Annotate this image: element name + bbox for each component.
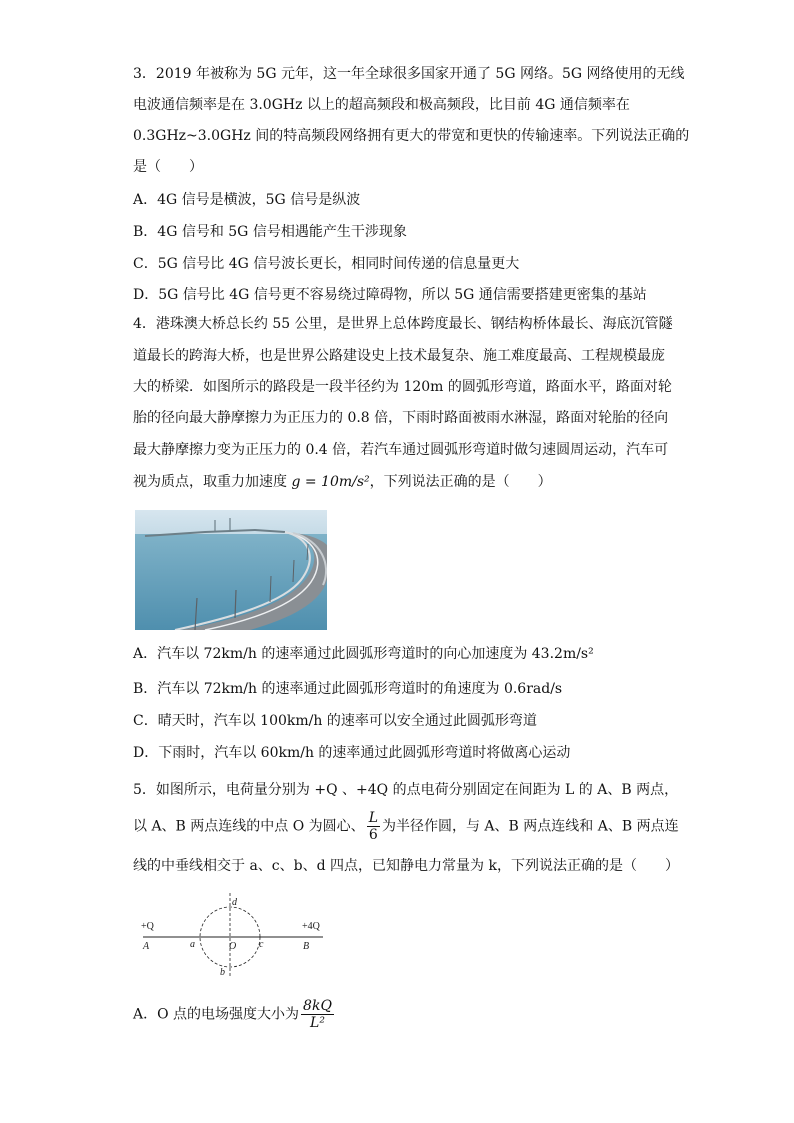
label-small-b: b	[220, 967, 225, 978]
q3-line-4: 是（ ）	[133, 159, 203, 175]
q4-option-a: A．汽车以 72km/h 的速率通过此圆弧形弯道时的向心加速度为 43.2m/s²	[133, 646, 594, 662]
radius-numerator: L	[368, 810, 378, 826]
q4-option-b: B．汽车以 72km/h 的速率通过此圆弧形弯道时的角速度为 0.6rad/s	[133, 681, 563, 697]
label-plus-q: +Q	[141, 921, 154, 932]
q3-line-1: 3．2019 年被称为 5G 元年，这一年全球很多国家开通了 5G 网络。5G 网络使用的无线	[133, 66, 685, 82]
q5-line-3: 线的中垂线相交于 a、c、b、d 四点，已知静电力常量为 k，下列说法正确的是（ ）	[133, 858, 679, 874]
q5-line-1: 5．如图所示，电荷量分别为 +Q 、+4Q 的点电荷分别固定在间距为 L 的 A、B 两点，	[133, 782, 679, 798]
bridge-photo	[135, 510, 327, 630]
q3-option-c: C．5G 信号比 4G 信号波长更长，相同时间传递的信息量更大	[133, 256, 520, 272]
q4-line-3: 大的桥梁．如图所示的路段是一段半径约为 120m 的圆弧形弯道，路面水平，路面对轮	[133, 379, 672, 395]
label-plus-4q: +4Q	[302, 921, 320, 932]
label-a-point: A	[143, 941, 150, 952]
label-small-a: a	[190, 939, 195, 950]
q4-line-6-tail: ，下列说法正确的是（ ）	[369, 474, 552, 490]
radius-denominator: 6	[368, 827, 378, 843]
label-o: O	[229, 941, 237, 952]
q3-option-d: D．5G 信号比 4G 信号更不容易绕过障碍物，所以 5G 通信需要搭建更密集的基站	[133, 287, 647, 303]
q4-line-2: 道最长的跨海大桥，也是世界公路建设史上技术最复杂、施工难度最高、工程规模最庞	[133, 348, 665, 364]
q5-option-a-text: A．O 点的电场强度大小为	[133, 1006, 300, 1023]
q4-option-c: C．晴天时，汽车以 100km/h 的速率可以安全通过此圆弧形弯道	[133, 713, 537, 729]
q5-line-2-tail: 为半径作圆，与 A、B 两点连线和 A、B 两点连	[381, 818, 679, 835]
q4-line-1: 4．港珠澳大桥总长约 55 公里，是世界上总体跨度最长、钢结构桥体最长、海底沉管隧	[133, 316, 673, 332]
field-denominator: L²	[310, 1015, 325, 1031]
q3-line-3: 0.3GHz~3.0GHz 间的特高频段网络拥有更大的带宽和更快的传输速率。下列说法正确的	[133, 128, 690, 144]
q4-line-5: 最大静摩擦力变为正压力的 0.4 倍，若汽车通过圆弧形弯道时做匀速圆周运动，汽车可	[133, 442, 669, 458]
q4-line-6	[133, 472, 552, 492]
radius-fraction	[367, 810, 380, 843]
field-numerator: 8kQ	[303, 998, 332, 1014]
q5-line-2	[133, 810, 679, 843]
q5-option-a	[133, 998, 336, 1031]
q3-option-b: B．4G 信号和 5G 信号相遇能产生干涉现象	[133, 224, 407, 240]
label-small-c: c	[259, 939, 264, 950]
label-small-d: d	[232, 897, 237, 908]
q4-option-d: D．下雨时，汽车以 60km/h 的速率通过此圆弧形弯道时将做离心运动	[133, 745, 571, 761]
label-b-point: B	[303, 941, 310, 952]
q5-line-2-text: 以 A、B 两点连线的中点 O 为圆心、	[133, 818, 365, 835]
field-fraction	[301, 998, 334, 1031]
q4-line-6-text: 视为质点，取重力加速度	[133, 474, 292, 490]
q3-line-2: 电波通信频率是在 3.0GHz 以上的超高频段和极高频段，比目前 4G 通信频率在	[133, 97, 630, 113]
q4-line-4: 胎的径向最大静摩擦力为正压力的 0.8 倍，下雨时路面被雨水淋湿，路面对轮胎的径向	[133, 410, 669, 426]
charge-diagram	[138, 885, 328, 980]
q3-option-a: A．4G 信号是横波，5G 信号是纵波	[133, 192, 361, 208]
gravity-formula: g = 10m/s²	[291, 474, 370, 490]
